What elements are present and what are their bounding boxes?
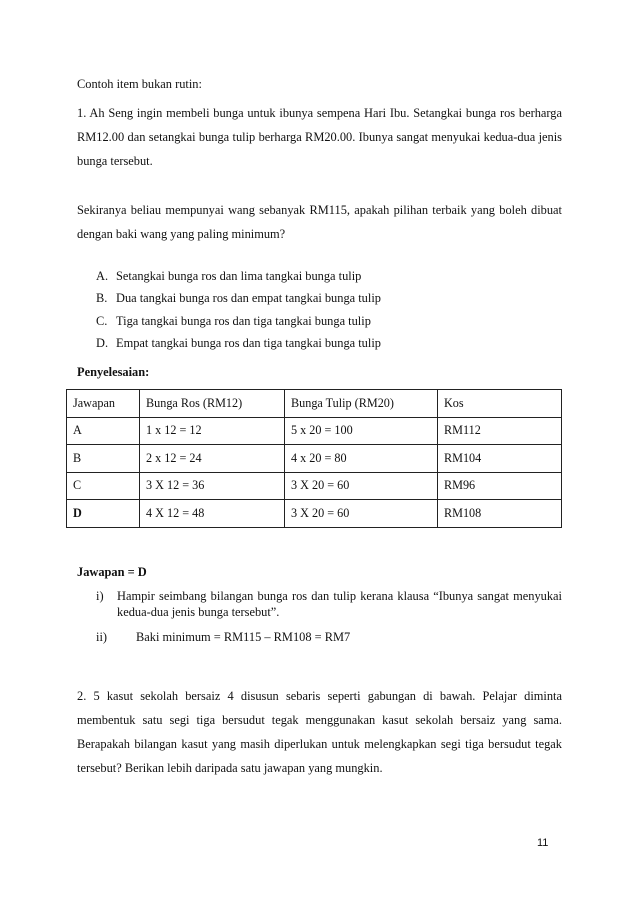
table-cell: 3 X 12 = 36 [140,472,285,500]
option-text: Empat tangkai bunga ros dan tiga tangkai bunga tulip [116,335,381,350]
option-a [96,265,556,287]
question-1-block [77,101,562,173]
list-item-number: ii) [96,630,108,644]
list-item [96,630,562,646]
table-cell: D [67,500,140,528]
option-label: D. [96,335,109,350]
table-cell: 2 x 12 = 24 [140,445,285,473]
option-d [96,332,556,354]
table-cell: RM104 [438,445,562,473]
table-row [67,472,562,500]
table-header-cell: Kos [438,390,562,418]
solution-heading: Penyelesaian: [77,365,150,379]
option-b [96,287,556,309]
table-cell: 4 X 12 = 48 [140,500,285,528]
question-1-prompt-block [77,198,562,246]
table-cell: RM108 [438,500,562,528]
solution-table [66,389,562,528]
question-2-text: 2. 5 kasut sekolah bersaiz 4 disusun sebaris seperti gabungan di bawah. Pelajar diminta membentuk satu segi tiga bersudut tegak menggunakan kasut sekolah bersaiz yang sama. Berapakah bilangan kasut yang masih diperlukan untuk melengkapkan segi tiga bersudut tegak tersebut? Berikan lebih daripada satu jawapan yang mungkin. [77,689,562,775]
table-row [67,417,562,445]
option-text: Setangkai bunga ros dan lima tangkai bunga tulip [116,269,362,283]
table-cell: 5 x 20 = 100 [285,417,438,445]
question-1-prompt: Sekiranya beliau mempunyai wang sebanyak RM115, apakah pilihan terbaik yang boleh dibuat dengan baki wang yang paling minimum? [77,203,562,241]
reasons-list [96,589,562,656]
table-header-row [67,390,562,418]
question-1-text: 1. Ah Seng ingin membeli bunga untuk ibunya sempena Hari Ibu. Setangkai bunga ros berharga RM12.00 dan setangkai bunga tulip berharga RM20.00. Ibunya sangat menyukai kedua-dua jenis bunga tersebut. [77,106,562,168]
table-cell: 4 x 20 = 80 [285,445,438,473]
intro-text: Contoh item bukan rutin: [77,77,202,91]
table-header-cell: Jawapan [67,390,140,418]
option-text: Tiga tangkai bunga ros dan tiga tangkai bunga tulip [116,313,371,328]
table-cell: A [67,417,140,445]
list-item-text: Baki minimum = RM115 – RM108 = RM7 [136,630,351,644]
table-row [67,445,562,473]
list-item-number: i) [96,589,104,603]
option-text: Dua tangkai bunga ros dan empat tangkai bunga tulip [116,291,381,306]
answer-line: Jawapan = D [77,565,147,579]
option-label: C. [96,313,108,328]
table-cell: 3 X 20 = 60 [285,500,438,528]
table-cell: 1 x 12 = 12 [140,417,285,445]
page-number: 11 [537,837,549,849]
table-cell: B [67,445,140,473]
option-label: B. [96,291,108,306]
table-cell: 3 X 20 = 60 [285,472,438,500]
answer-options [96,265,556,354]
question-2-block [77,684,562,780]
table-cell: RM112 [438,417,562,445]
list-item [96,589,562,620]
table-row [67,500,562,528]
table-header-cell: Bunga Tulip (RM20) [285,390,438,418]
option-label: A. [96,269,109,283]
table-header-cell: Bunga Ros (RM12) [140,390,285,418]
list-item-text: Hampir seimbang bilangan bunga ros dan tulip kerana klausa “Ibunya sangat menyukai kedua-dua jenis bunga tersebut”. [117,589,562,619]
table-cell: RM96 [438,472,562,500]
intro-line [77,72,562,96]
table-cell: C [67,472,140,500]
option-c [96,310,556,332]
